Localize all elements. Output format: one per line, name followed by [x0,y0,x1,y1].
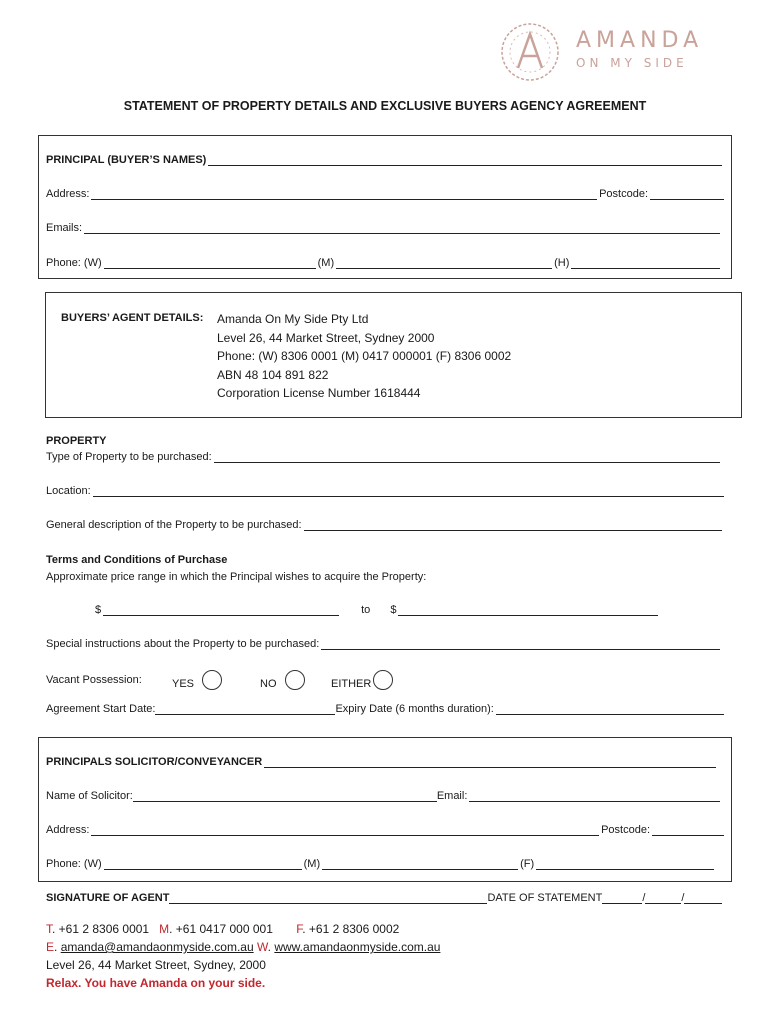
expiry-date-label: Expiry Date (6 months duration): [335,703,494,715]
solicitor-name-label: Name of Solicitor: [46,790,133,802]
principal-address-label: Address: [46,188,90,200]
footer-m-value: . +61 0417 000 001 [169,922,273,936]
date-separator: / [642,892,646,904]
solicitor-postcode-label: Postcode: [601,824,650,836]
footer-f-key: F [296,922,303,936]
agreement-dates-row [46,703,726,715]
footer-m-key: M [159,922,170,936]
property-heading: PROPERTY [46,435,107,447]
principal-phone-w-field[interactable] [104,258,316,269]
footer-address: Level 26, 44 Market Street, Sydney, 2000 [46,958,266,972]
property-description-row [46,519,724,531]
start-date-label: Agreement Start Date: [46,703,156,715]
agent-label: BUYERS’ AGENT DETAILS: [61,312,204,324]
solicitor-heading-row [46,756,718,768]
signature-row [46,892,722,904]
property-description-label: General description of the Property to be purchased: [46,519,302,531]
footer-e-key: E [46,940,55,954]
property-location-row [46,485,726,497]
principal-phone-w-label: Phone: (W) [46,257,102,269]
principal-phone-h-label: (H) [554,257,570,269]
solicitor-phone-row [46,858,716,870]
principal-names-label: PRINCIPAL (BUYER’S NAMES) [46,154,207,166]
agent-line: Amanda On My Side Pty Ltd [217,312,369,326]
solicitor-phone-m-field[interactable] [322,859,518,870]
principal-phone-row [46,257,722,269]
principal-names-row [46,154,724,166]
price-to-label: to [361,604,371,616]
statement-date-year-field[interactable] [684,893,722,904]
principal-postcode-field[interactable] [650,189,724,200]
solicitor-firm-field[interactable] [264,757,716,768]
vacant-either-radio[interactable] [373,670,393,690]
footer [46,920,440,992]
property-location-field[interactable] [93,486,724,497]
agent-details [217,310,511,403]
principal-phone-m-label: (M) [317,257,335,269]
footer-email-link[interactable]: amanda@amandaonmyside.com.au [60,940,254,954]
principal-phone-m-field[interactable] [336,258,552,269]
footer-website-link[interactable]: www.amandaonmyside.com.au [274,940,441,954]
footer-t-key: T [46,922,52,936]
expiry-date-field[interactable] [496,704,724,715]
agent-line: Corporation License Number 1618444 [217,386,421,400]
agent-line: Phone: (W) 8306 0001 (M) 0417 000001 (F) 8306 0002 [217,349,512,363]
principal-emails-field[interactable] [84,223,720,234]
property-type-label: Type of Property to be purchased: [46,451,212,463]
logo-line-2: ON MY SIDE [576,56,688,70]
solicitor-phone-f-label: (F) [520,858,535,870]
principal-names-field[interactable] [208,155,722,166]
special-instructions-label: Special instructions about the Property to be purchased: [46,638,320,650]
vacant-either-label: EITHER [331,678,372,690]
special-instructions-row [46,638,722,650]
solicitor-name-row [46,790,722,802]
solicitor-phone-f-field[interactable] [536,859,714,870]
principal-address-row [46,188,726,200]
solicitor-name-field[interactable] [133,791,437,802]
footer-phones [46,920,440,938]
agent-line: Level 26, 44 Market Street, Sydney 2000 [217,330,435,345]
statement-date-label: DATE OF STATEMENT [487,892,603,904]
terms-heading: Terms and Conditions of Purchase [46,554,228,566]
price-max-dollar: $ [390,604,397,616]
property-description-field[interactable] [304,520,722,531]
price-max-field[interactable] [398,605,658,616]
solicitor-address-label: Address: [46,824,90,836]
principal-emails-label: Emails: [46,222,83,234]
price-min-dollar: $ [95,604,102,616]
footer-web: E. amanda@amandaonmyside.com.au W. www.amandaonmyside.com.au [46,940,441,954]
principal-postcode-label: Postcode: [599,188,648,200]
special-instructions-field[interactable] [321,639,720,650]
date-separator: / [681,892,685,904]
solicitor-email-label: Email: [436,790,468,802]
solicitor-address-field[interactable] [91,825,599,836]
solicitor-phone-m-label: (M) [303,858,321,870]
footer-t-value: . +61 2 8306 0001 [52,922,150,936]
price-intro: Approximate price range in which the Principal wishes to acquire the Property: [46,571,427,583]
principal-phone-h-field[interactable] [571,258,720,269]
vacant-yes-radio[interactable] [202,670,222,690]
vacant-no-label: NO [260,678,277,690]
statement-date-month-field[interactable] [645,893,681,904]
agent-line: ABN 48 104 891 822 [217,367,329,382]
solicitor-address-row [46,824,726,836]
solicitor-phone-w-label: Phone: (W) [46,858,102,870]
vacant-no-radio[interactable] [285,670,305,690]
statement-date-day-field[interactable] [602,893,642,904]
signature-agent-field[interactable] [169,893,487,904]
footer-tagline: Relax. You have Amanda on your side. [46,976,266,990]
vacant-yes-label: YES [172,678,195,690]
solicitor-email-field[interactable] [469,791,720,802]
logo-line-1: AMANDA [576,28,704,53]
signature-agent-label: SIGNATURE OF AGENT [46,892,170,904]
property-location-label: Location: [46,485,91,497]
page-title: STATEMENT OF PROPERTY DETAILS AND EXCLUSIVE BUYERS AGENCY AGREEMENT [123,99,647,113]
solicitor-heading: PRINCIPALS SOLICITOR/CONVEYANCER [46,756,263,768]
solicitor-postcode-field[interactable] [652,825,724,836]
logo-emblem-icon [498,20,562,84]
vacant-possession-label: Vacant Possession: [46,674,142,686]
property-type-row [46,451,722,463]
price-min-field[interactable] [103,605,339,616]
solicitor-phone-w-field[interactable] [104,859,302,870]
logo [498,20,718,84]
principal-address-field[interactable] [91,189,597,200]
principal-emails-row [46,222,722,234]
footer-f-value: . +61 2 8306 0002 [302,922,400,936]
start-date-field[interactable] [155,704,335,715]
footer-w-key: W [257,940,268,954]
price-range-row [95,604,675,616]
property-type-field[interactable] [214,452,720,463]
